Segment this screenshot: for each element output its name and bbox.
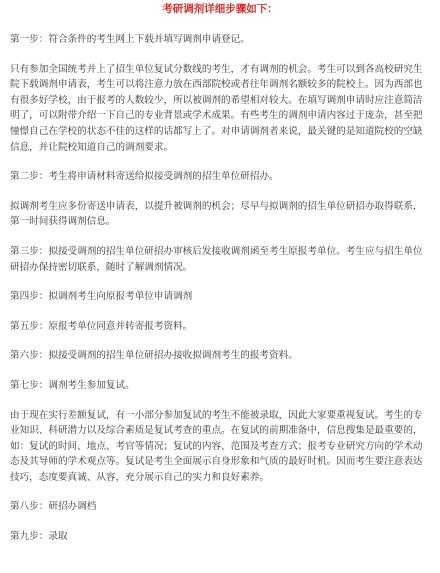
article-title: 考研调剂详细步骤如下： [162,3,278,15]
spacer [10,364,430,378]
step-9-text: 第九步：录取 [10,531,68,543]
spacer [10,275,430,289]
spacer [10,394,430,408]
spacer [10,485,430,499]
spacer [10,305,430,319]
step-1-detail: 只有参加全国统考并上了招生单位复试分数线的考生，才有调剂的机会。考生可以到各高校研究生院下载调剂申请表，考生可以将注意力放在西部院校或者往年调剂名额较多的院校上。因为西部也有很多好学校，由于报考的人数较少，所以被调剂的希望相对较大。在填写调剂申请时应注意简洁明了，可以附带介绍一下自己的专业背景或学术成果。有些考生的调剂申请内容过于庞杂，甚至把憧憬自己在学校的状态不佳的这样的话都写上了。对申请调剂者来说，最关键的是知道院校的空缺信息，并让院校知道自己的调剂要求。 [10,63,423,153]
step-7-detail: 由于现在实行差额复试，有一小部分参加复试的考生不能被录取，因此大家要重视复试。考生的专业知识、科研潜力以及综合素质是复试考查的重点。在复试的前期准备中，信息搜集是最重要的，如：复试的时间、地点、考官等情况；复试的内容、范围及考查方式；报考专业研究方向的学术动态及其导师的学术观点等。复试是考生全面展示自身形象和气质的最好时机。因而考生要注意表达技巧，态度要真诚、从容，充分展示自己的实力和良好素养。 [10,409,423,483]
spacer [10,515,430,529]
step-1-heading: 第一步：符合条件的考生网上下载并填写调剂申请登记。 [10,34,250,45]
step-3-text: 第三步：拟接受调剂的招生单位研招办审核后发接收调剂函至考生原报考单位。考生应与招生单位研招办保持密切联系，随时了解调剂情况。 [10,245,423,273]
step-7-heading: 第七步：调剂考生参加复试。 [10,379,135,391]
step-8-text: 第八步：研招办调档 [10,501,97,513]
spacer [10,155,430,169]
step-5-text: 第五步：原报考单位同意并转寄报考资料。 [10,320,193,332]
step-4-text: 第四步：拟调剂考生向原报考单位申请调剂 [10,291,193,303]
spacer [10,48,430,62]
spacer [10,334,430,348]
step-2-detail: 拟调剂考生应多份寄送申请表，以提升被调剂的机会；尽早与拟调剂的招生单位研招办取得联系，第一时间获得调剂信息。 [10,200,423,228]
spacer [10,185,430,199]
step-6-text: 第六步：拟接受调剂的招生单位研招办接收拟调剂考生的报考资料。 [10,350,298,362]
step-2-heading: 第二步：考生将申请材料寄送给拟接受调剂的招生单位研招办。 [10,171,279,183]
spacer [10,230,430,244]
spacer [10,18,430,32]
